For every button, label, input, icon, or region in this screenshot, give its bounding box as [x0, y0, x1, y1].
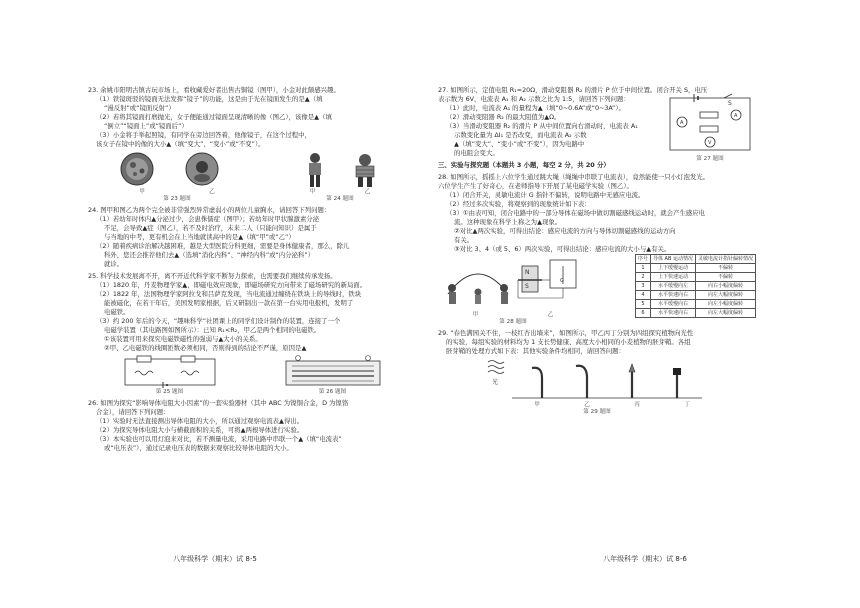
table-row [635, 282, 755, 291]
table-cell: 向右小幅度偏转 [695, 282, 755, 291]
table-cell: 1 [635, 264, 650, 273]
answer-blank[interactable]: ▲ [298, 435, 304, 443]
answer-blank[interactable]: ▲ [472, 227, 478, 235]
q25-line: 电磁学装置（其电路图如图所示）：已知 R₁<R₂，甲乙是两个相同的电磁铁。 [104, 326, 321, 334]
q24-line: 分泌过少，会患侏儒症（图甲）；若幼年时甲状腺激素分泌 [156, 215, 320, 223]
question-23 [88, 86, 414, 203]
q28-line: 现象。 [542, 218, 562, 226]
figure-label-yi: 乙 [209, 189, 215, 195]
resistance-wires-board-image [278, 355, 388, 389]
answer-blank[interactable]: ▲ [544, 113, 550, 121]
q26-line: （填“电流表” [303, 435, 342, 443]
q26-line: （1）实验时无法直接测出导体电阻的大小，所以通过观察电流表 [96, 417, 280, 425]
q27-line: （2）滑动变阻器 R₂ 的最大阻值为 [446, 113, 545, 121]
q28-line: ③对比 3、4（或 5、6）两次实验，可得出结论：感应电流的大小与 [454, 245, 647, 253]
q23-line: “倒立”“镜面上”或“镜面后”） [104, 122, 188, 130]
q28-line: 有关。 [651, 245, 671, 253]
figure-29 [438, 356, 756, 416]
q24-line: 24. 图甲和图乙为两个完全被非常强烈异常虚弱小的两位儿童胸水，请回答下列问题： [88, 206, 331, 214]
table-cell: 向左大幅度偏转 [695, 291, 755, 300]
figure-29-caption: 第 29 题图 [583, 409, 611, 415]
table-row [635, 300, 755, 309]
answer-blank[interactable]: ▲ [218, 335, 224, 343]
q26-line: （3）本实验也可以用灯泡来对比，若不测量电流，采用电路中串联一个 [96, 435, 299, 443]
q25-line: （2）1822 年，法国物理学家阿拉戈和吕萨克发现，当电流通过缠绕在铁块上的导线时，铁块 [96, 290, 362, 298]
q26-line: （2）为探究导体电阻大小与横截面积的关系，可将 [96, 426, 241, 434]
figure-24 [285, 151, 395, 203]
table-cell: 4 [635, 291, 650, 300]
right-page [430, 0, 860, 608]
figure-label-bing: 丙 [634, 402, 640, 408]
figure-27-caption: 第 27 题图 [696, 156, 724, 162]
q27-line: （填“0~0.6A”或“0~3A”）。 [542, 104, 625, 112]
figure-23 [107, 151, 247, 203]
figure-25-caption: 第 25 题图 [155, 389, 184, 395]
svg-text:S: S [525, 283, 529, 290]
q24-line: （2）随着疾病诊治解决越困难，越是大型医院分科更细，需要是身体健康者，那么，除儿 [96, 242, 350, 250]
svg-text:S: S [728, 100, 732, 107]
question-26 [88, 399, 414, 453]
bronze-mirror-image [107, 151, 247, 189]
answer-blank[interactable]: ▲ [182, 281, 188, 289]
q28-figure-and-table [438, 254, 756, 326]
light-label: 光 [492, 379, 499, 386]
q29-line: 胚芽鞘的处理方式如下表：其他实验条件均相同，请回答问题： [446, 347, 625, 355]
q24-line: 症（图乙），若不及时治疗，未来二人（只能问知识）是属于 [147, 224, 317, 232]
q24-line: 不足，会导致 [104, 224, 143, 232]
q25-line: 25. 科学技术发展离不开，离不开近代科学家不断努力探索，也需要我们继续传承发扬。 [88, 272, 337, 280]
q25-line: 能被磁化，在若干年后，美国发明家根据，后又研制出一款在第一台实用电报机，发明了 [104, 299, 354, 307]
figure-27 [664, 92, 756, 163]
question-29 [438, 329, 756, 416]
q26-line: 两根导体进行实验。 [245, 426, 304, 434]
table-cell: 向左大幅度偏转 [695, 309, 755, 318]
q29-line: 29. “春色满园关不住，一枝红杏出墙来”，如图所示，甲乙丙丁分别为四组探究植物向光性 [438, 329, 694, 337]
table-cell: 水平缓慢向右 [650, 300, 695, 309]
q23-q24-figures [88, 151, 414, 203]
figure-label-jia: 甲 [139, 189, 145, 195]
q23-tail: （填 [309, 95, 323, 103]
answer-blank[interactable]: ▲ [537, 218, 542, 226]
question-24 [88, 206, 414, 269]
answer-blank[interactable]: ▲ [301, 344, 307, 352]
q25-line: （3）约 200 年后的今天，“趣味科学”社团课上的同学们设计制作的装置，连接了一个 [96, 317, 341, 325]
q24-line: 就诊。 [104, 260, 124, 268]
table-cell: 3 [635, 282, 650, 291]
q28-line: 有关。 [454, 236, 474, 244]
q25-line: ，即磁电效应现象，即磁场研究方向带来了磁场研究的新局面。 [187, 281, 367, 289]
table-cell: 上下快速运动 [650, 273, 695, 282]
table-header: 灵敏电流计指针偏转情况 [695, 255, 755, 264]
question-28 [438, 173, 756, 326]
question-27 [438, 86, 756, 162]
svg-text:A: A [680, 120, 684, 126]
answer-blank[interactable]: ▲ [304, 95, 310, 103]
q28-line: （3）①由表可知，闭合电路中的一部分导体在磁场中做切割磁感线运动时，就会产生感应电 [446, 209, 706, 217]
q28-line: 流。这种现象在科学上称之为 [454, 218, 538, 226]
table-header: 序号 [635, 255, 650, 264]
q26-line: 26. 如图为探究“影响导体电阻大小因素”的一套实验器材（其中 ABC 为镍铜合金，D 为镍铬 [88, 399, 349, 407]
q28-line: ②对比 [454, 227, 473, 235]
q28-line: 28. 如图所示，摇摇上六位学生通过跳大绳（绳绳中串联了电流表），竟然能使一只小灯泡发光。 [438, 173, 710, 181]
q27-line: 示数变化量为 ΔI₁ 是否改变，而电流表 A₂ 示数 [454, 131, 587, 139]
q23-line: （1）铁镜斑驳的镜面无法发挥“镜子”的功能，这是由于光在镜面发生的是 [96, 95, 305, 103]
q28-line: （2）经过多次实验，将观察到的现象统计如下表： [446, 200, 591, 208]
answer-blank[interactable]: ▲ [151, 215, 157, 223]
table-header: 导体 AB 运动情况 [650, 255, 695, 264]
answer-blank[interactable]: ▲ [166, 140, 172, 148]
answer-blank[interactable]: ▲ [314, 113, 320, 121]
figure-26-caption: 第 26 题图 [318, 389, 347, 395]
q29-line: 的实验，每组实验的材料均为 1 支长势健康、高度大小相同的小麦植物的胚芽鞘。各组 [446, 338, 691, 346]
figure-23-caption: 第 23 题图 [163, 196, 191, 202]
table-cell: 上下缓慢运动 [650, 264, 695, 273]
figure-26 [278, 355, 388, 396]
table-cell: 5 [635, 300, 650, 309]
q25-line: 大小的关系。 [223, 335, 262, 343]
page-footer-right: 八年级科学（期末）试 8-6 [603, 555, 687, 563]
svg-text:G: G [560, 278, 564, 284]
table-header-row [635, 255, 755, 264]
table-row [635, 273, 755, 282]
q27-line: 表示数为 6V，电流表 A₁ 和 A₂ 示数之比为 1:5，请回答下列问题： [438, 95, 630, 103]
figure-label-yi: 乙 [364, 189, 371, 195]
table-row [635, 309, 755, 318]
table-cell: 6 [635, 309, 650, 318]
figure-label-jia: 甲 [472, 312, 479, 318]
answer-blank[interactable]: ▲ [279, 417, 284, 425]
q24-line: 与当地的中考，更有机会在上当地就读高中的是 [104, 233, 239, 241]
q25-q26-figures [88, 355, 414, 396]
table-cell: 向左小幅度偏转 [695, 300, 755, 309]
svg-text:N: N [525, 269, 530, 276]
q25-line: 电磁铁。 [104, 308, 130, 316]
section-heading: 三、实验与探究题（本题共 3 小题，每空 2 分，共 20 分） [438, 161, 610, 169]
induction-results-table [635, 254, 756, 318]
answer-blank[interactable]: ▲ [537, 104, 543, 112]
table-row [635, 291, 755, 300]
figure-label-ding: 丁 [684, 402, 690, 408]
q24-line: 科外，您还会推荐他们去 [104, 251, 175, 259]
answer-blank[interactable]: ▲ [454, 140, 459, 148]
table-row [635, 264, 755, 273]
q23-tail: （填 [319, 113, 332, 121]
table-cell: 水平缓慢向左 [650, 282, 695, 291]
table-cell: 水平快速向右 [650, 309, 695, 318]
q25-line: （1）1820 年，丹麦物理学家 [96, 281, 183, 289]
figure-25 [115, 355, 225, 396]
children-cartoon-image [285, 151, 395, 189]
q27-line: （1）此时，电流表 A₁ 的量程为 [446, 104, 538, 112]
coleoptile-experiment-image [482, 356, 712, 402]
jump-rope-and-galvanometer-image [438, 254, 588, 312]
figure-28 [438, 254, 588, 326]
page-footer-left: 八年级科学（期末）试 8-5 [173, 555, 257, 563]
figure-28-caption: 第 28 题图 [499, 319, 527, 325]
answer-blank[interactable]: ▲ [238, 233, 244, 241]
q27-line: 27. 如图所示，定值电阻 R₁=20Ω，滑动变阻器 R₂ 的滑片 P 位于中间位置。闭合开关 S，电压 [438, 86, 708, 94]
figure-label-yi: 乙 [584, 402, 590, 408]
q25-line: ②甲、乙电磁铁的线圈匝数必须相同，否则得到的结论不严谨，原因是 [104, 344, 302, 352]
answer-blank[interactable]: ▲ [240, 426, 246, 434]
q27-line: （填“变大”、“变小”或“不变”），因为电路中 [458, 140, 585, 148]
question-25 [88, 272, 414, 396]
figure-label-jia: 甲 [534, 402, 540, 408]
q27-line: Ω。 [549, 113, 561, 121]
q28-line: 两次实验，可得出结论：感应电流的方向与导体切割磁感线的运动方向 [477, 227, 676, 235]
q24-line: （1）若幼年时体内 [96, 215, 152, 223]
table-cell: 2 [635, 273, 650, 282]
q23-line: （3）小金将手举起照镜，有同学在旁边回答着，他像镜子，在这个过程中， [96, 131, 311, 139]
answer-blank[interactable]: ▲ [174, 251, 180, 259]
table-cell: 水平快速向右 [650, 291, 695, 300]
svg-text:V: V [708, 140, 712, 146]
figure-24-caption: 第 24 题图 [326, 196, 354, 202]
table-cell: 不偏转 [695, 273, 755, 282]
table-cell: 不偏转 [695, 264, 755, 273]
left-column [88, 86, 414, 558]
q25-line: ①该装置可用来探究电磁铁磁性的强弱与 [104, 335, 219, 343]
q23-line: 该女子在镜中的像的大小 [96, 140, 167, 148]
right-column [438, 86, 756, 558]
q24-line: （填“甲”或“乙”） [243, 233, 295, 241]
q23-line: “漫反射”或“镜面反射”） [104, 104, 175, 112]
answer-blank[interactable]: ▲ [646, 245, 652, 253]
q27-line: 的电阻会变大。 [454, 149, 499, 157]
q28-line: （1）闭合开关，灵敏电流计 G 指针不偏转，说明电路中无感应电流。 [446, 191, 645, 199]
figure-label-yi: 乙 [547, 312, 554, 318]
q23-line: （2）若将其镜面打磨抛光，女子便能通过镜面呈现清晰的像（图乙），该像是 [96, 113, 315, 121]
q24-line: （选填“消化内科”、“神经内科”或“内分泌科”） [179, 251, 315, 259]
electromagnet-circuit-diagram [115, 355, 225, 389]
q28-line: 六位学生产生了好奇心，在老师指导下开展了某电磁学实验（图乙）。 [438, 182, 633, 190]
q27-line: （3）当滑动变阻器 R₂ 的滑片 P 从中间位置向右滑动时，电流表 A₁ [446, 122, 638, 130]
answer-blank[interactable]: ▲ [142, 224, 148, 232]
q23-tail: （填“变大”、“变小”或“不变”）。 [171, 140, 265, 148]
circuit-diagram-r1-r2 [664, 92, 756, 156]
q26-line: 或“电压表”），通过记录电压表的数据来观察比较导体电阻的大小。 [104, 444, 293, 452]
svg-text:A: A [734, 113, 738, 119]
q23-line: 23. 余姚市阳明古镇古玩市场上，看收藏爱好者出售古铜镜（图甲），小金对此颇感兴趣。 [88, 86, 340, 94]
q26-line: 合金），请回答下列问题： [96, 408, 170, 416]
figure-label-jia: 甲 [309, 189, 316, 195]
q26-line: 得出。 [283, 417, 304, 425]
